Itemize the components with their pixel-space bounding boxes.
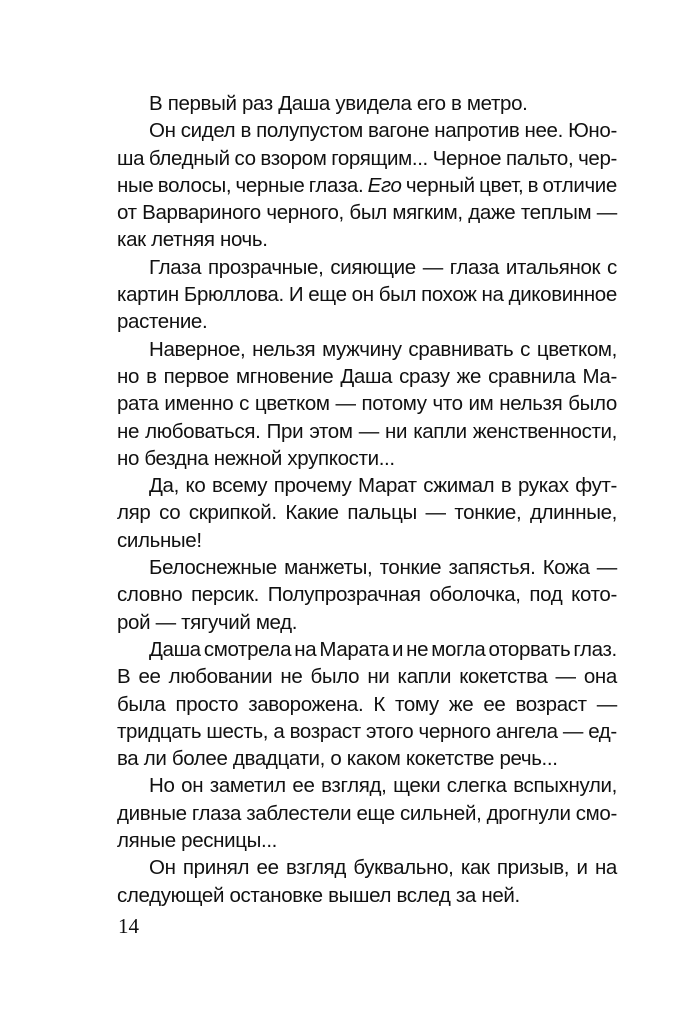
text-line: не любоваться. При этом — ни капли женственности, xyxy=(117,419,617,443)
text-line: как летняя ночь. xyxy=(117,228,268,252)
text-line: ляные ресницы... xyxy=(117,829,278,853)
text-line: В первый раз Даша увидела его в метро. xyxy=(149,92,528,115)
text-line: Белоснежные манжеты, тонкие запястья. Кожа — xyxy=(149,556,617,580)
page-number: 14 xyxy=(118,914,139,938)
text-line: растение. xyxy=(117,310,208,334)
text-line: Он сидел в полупустом вагоне напротив нее. Юно- xyxy=(149,119,617,143)
text-line: Наверное, нельзя мужчину сравнивать с цветком, xyxy=(149,337,617,361)
text-line: сильные! xyxy=(117,528,202,552)
text-line: Но он заметил ее взгляд, щеки слегка вспыхнули, xyxy=(149,774,617,798)
text-line: ва ли более двадцати, о каком кокетстве речь... xyxy=(117,747,558,771)
text-line: следующей остановке вышел вслед за ней. xyxy=(117,883,520,907)
text-line: от Варвариного черного, был мягким, даже теплым — xyxy=(117,201,617,225)
text-line: ша бледный со взором горящим... Черное пальто, чер- xyxy=(117,146,617,170)
text-line: ляр со скрипкой. Какие пальцы — тонкие, длинные, xyxy=(117,501,617,525)
text-line: В ее любовании не было ни капли кокетства — она xyxy=(117,665,617,689)
text-line: Да, ко всему прочему Марат сжимал в руках фут- xyxy=(149,474,617,498)
text-line: ные волосы, черные глаза. Его черный цвет, в отличие xyxy=(117,173,617,197)
text-line: Даша смотрела на Марата и не могла оторвать глаз. xyxy=(149,637,617,661)
body-text xyxy=(117,90,617,909)
text-line: рата именно с цветком — потому что им нельзя было xyxy=(117,392,617,416)
text-line: Он принял ее взгляд буквально, как призыв, и на xyxy=(149,856,617,880)
text-line: картин Брюллова. И еще он был похож на диковинное xyxy=(117,283,617,307)
text-line: была просто заворожена. К тому же ее возраст — xyxy=(117,692,617,716)
text-line: словно персик. Полупрозрачная оболочка, под кото- xyxy=(117,583,617,607)
text-line: рой — тягучий мед. xyxy=(117,610,298,634)
text-line: Глаза прозрачные, сияющие — глаза итальянок с xyxy=(149,255,617,279)
text-line: дивные глаза заблестели еще сильней, дрогнули смо- xyxy=(117,801,617,825)
text-line: но в первое мгновение Даша сразу же сравнила Ма- xyxy=(117,364,617,388)
text-line: но бездна нежной хрупкости... xyxy=(117,446,395,470)
text-line: тридцать шесть, а возраст этого черного ангела — ед- xyxy=(117,719,617,743)
